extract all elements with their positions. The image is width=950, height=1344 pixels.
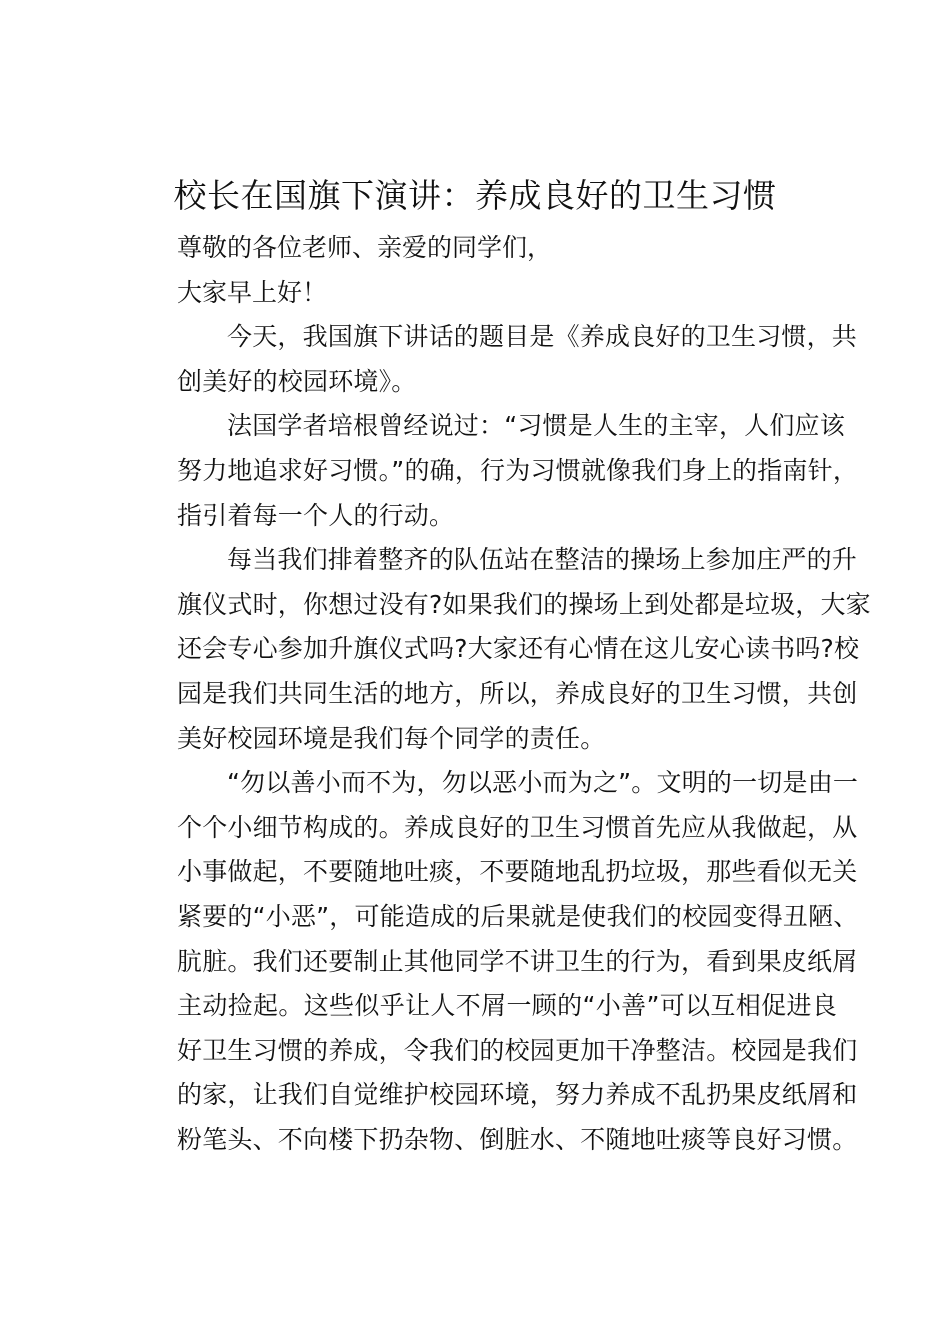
paragraph-line: 主动捡起。这些似乎让人不屑一顾的“小善”可以互相促进良: [177, 991, 837, 1021]
paragraph-bacon-quote: [127, 404, 859, 538]
morning-greeting-line: 大家早上好！: [177, 277, 328, 307]
paragraph-line: 还会专心参加升旗仪式吗?大家还有心情在这儿安心读书吗?校: [177, 634, 860, 664]
paragraph-line: 努力地追求好习惯。”的确，行为习惯就像我们身上的指南针，: [177, 455, 859, 485]
paragraph-line: “勿以善小而不为，勿以恶小而为之”。文明的一切是由一: [227, 768, 859, 798]
greeting-line: 尊敬的各位老师、亲爱的同学们，: [177, 233, 553, 262]
paragraph-line: 今天，我国旗下讲话的题目是《养成良好的卫生习惯，共: [227, 322, 858, 352]
paragraph-line: 美好校园环境是我们每个同学的责任。: [177, 723, 606, 753]
paragraph-line: 粉笔头、不向楼下扔杂物、倒脏水、不随地吐痰等良好习惯。: [177, 1124, 858, 1154]
paragraph-line: 每当我们排着整齐的队伍站在整洁的操场上参加庄严的升: [227, 545, 858, 575]
paragraph-line: 好卫生习惯的养成，令我们的校园更加干净整洁。校园是我们: [177, 1035, 858, 1065]
paragraph-line: 指引着每一个人的行动。: [177, 500, 455, 530]
paragraph-line: 旗仪式时，你想过没有?如果我们的操场上到处都是垃圾，大家: [177, 589, 871, 619]
document-body: [127, 226, 871, 1162]
paragraph-flag-ceremony: [127, 538, 871, 761]
paragraph-line: 肮脏。我们还要制止其他同学不讲卫生的行为，看到果皮纸屑: [177, 946, 858, 976]
paragraph-line: 的家，让我们自觉维护校园环境，努力养成不乱扔果皮纸屑和: [177, 1080, 858, 1110]
document-title: 校长在国旗下演讲：养成良好的卫生习惯: [173, 176, 777, 215]
paragraph-line: 园是我们共同生活的地方，所以，养成良好的卫生习惯，共创: [177, 678, 858, 708]
paragraph-small-deeds: [127, 761, 859, 1162]
paragraph-topic: [127, 315, 858, 404]
paragraph-line: 紧要的“小恶”，可能造成的后果就是使我们的校园变得丑陋、: [177, 901, 859, 931]
paragraph-line: 创美好的校园环境》。: [177, 366, 417, 396]
paragraph-line: 法国学者培根曾经说过：“习惯是人生的主宰，人们应该: [227, 411, 845, 441]
paragraph-line: 个个小细节构成的。养成良好的卫生习惯首先应从我做起，从: [177, 812, 858, 842]
paragraph-line: 小事做起，不要随地吐痰，不要随地乱扔垃圾，那些看似无关: [177, 857, 858, 887]
